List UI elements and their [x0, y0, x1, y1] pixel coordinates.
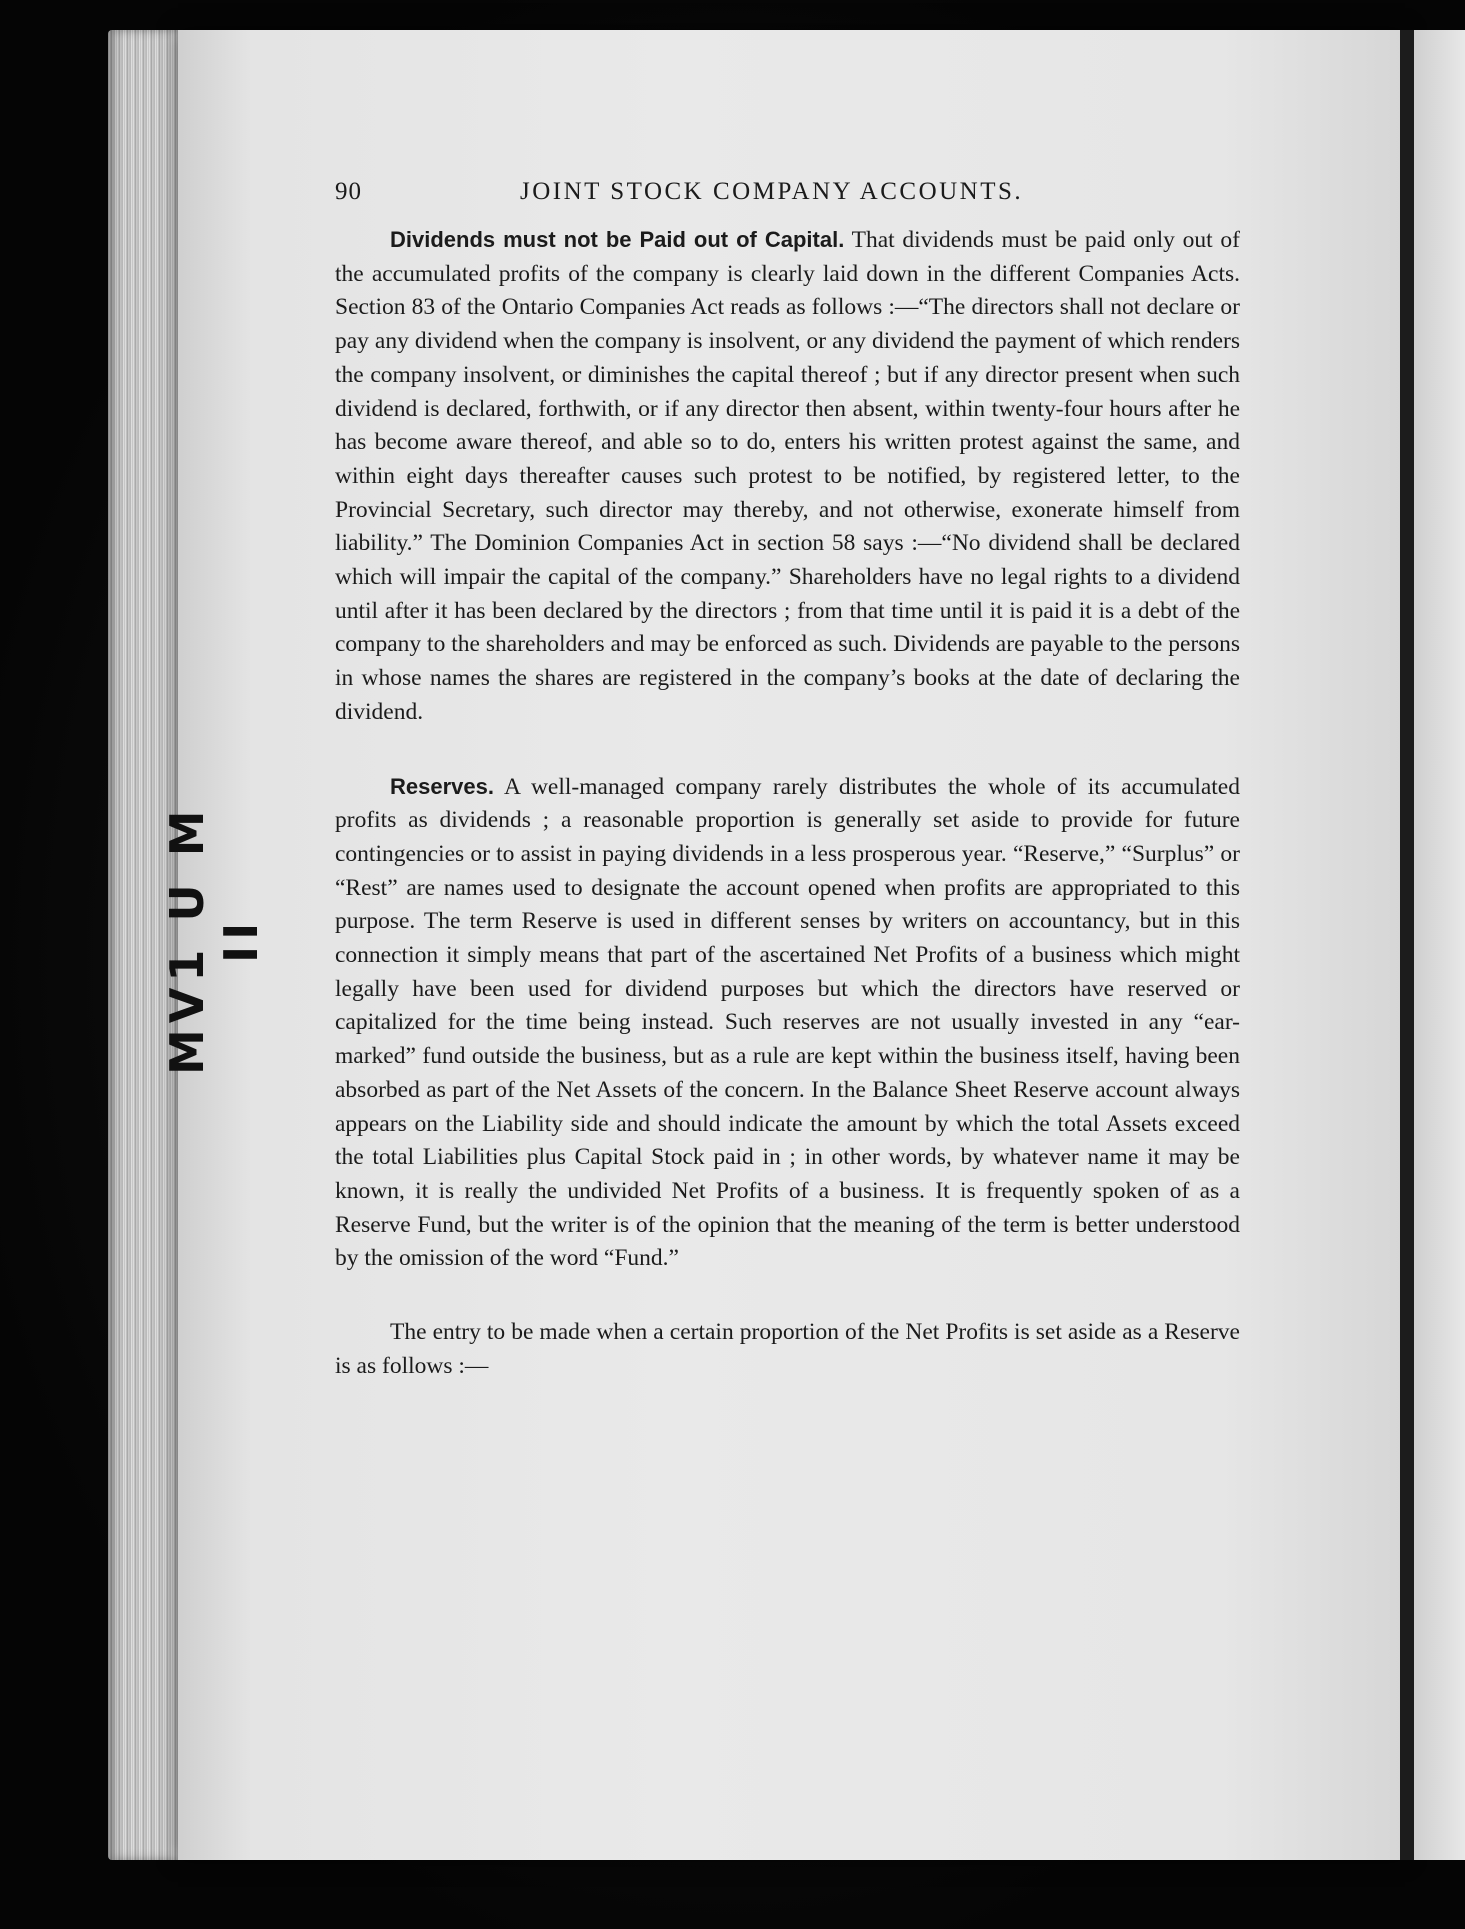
page-content	[335, 175, 1240, 1384]
paragraph-dividends	[335, 223, 1240, 730]
paragraph-entry	[335, 1316, 1240, 1383]
book-gutter	[1400, 30, 1414, 1860]
page-number: 90	[335, 178, 362, 205]
paragraph-reserves	[335, 770, 1240, 1277]
running-head	[335, 175, 1240, 215]
section-heading-reserves: Reserves.	[390, 773, 494, 799]
section-heading-dividends: Dividends must not be Paid out of Capital.	[390, 227, 845, 252]
paragraph-text: That dividends must be paid only out of the accumulated profits of the company is clearly laid down in the different Companies Acts. Section 83 of the Ontario Companies Act reads as follows :—“The directors shall not declare or pay any dividend when the company is insolvent, or any dividend the payment of which renders the company insolvent, or diminishes the capital thereof ; but if any director present when such dividend is declared, forthwith, or if any director then absent, within twenty-four hours after he has become aware thereof, and able so to do, enters his written protest against the same, and within eight days thereafter causes such protest to be notified, by registered letter, to the Provincial Secretary, such director may thereby, and not otherwise, exonerate himself from liability.” The Dominion Companies Act in section 58 says :—“No dividend shall be declared which will impair the capital of the company.” Shareholders have no legal rights to a dividend until after it has been declared by the directors ; from that time until it is paid it is a debt of the company to the shareholders and may be enforced as such. Dividends are payable to the persons in whose names the shares are registered in the company’s books at the date of declaring the dividend.	[335, 227, 1240, 725]
margin-stamp: MV1 U M II	[160, 804, 268, 1076]
facing-page-edge	[1414, 30, 1465, 1860]
paragraph-text: The entry to be made when a certain proportion of the Net Profits is set aside as a Reserve is as follows :—	[335, 1319, 1240, 1379]
running-title: JOINT STOCK COMPANY ACCOUNTS.	[520, 178, 1024, 205]
paragraph-text: A well-managed company rarely distributes the whole of its accumulated profits as dividends ; a reasonable proportion is generally set aside to provide for future contingencies or to assist in paying dividends in a less prosperous year. “Reserve,” “Surplus” or “Rest” are names used to designate the account opened when profits are appropriated to this purpose. The term Reserve is used in different senses by writers on accountancy, but in this connection it simply means that part of the ascertained Net Profits of a business which might legally have been used for dividend purposes but which the directors have reserved or capitalized for the time being instead. Such reserves are not usually invested in any “ear-marked” fund outside the business, but as a rule are kept within the business itself, having been absorbed as part of the Net Assets of the concern. In the Balance Sheet Reserve account always appears on the Liability side and should indicate the amount by which the total Assets exceed the total Liabilities plus Capital Stock paid in ; in other words, by whatever name it may be known, it is really the undivided Net Profits of a business. It is frequently spoken of as a Reserve Fund, but the writer is of the opinion that the meaning of the term is better understood by the omission of the word “Fund.”	[335, 773, 1240, 1272]
